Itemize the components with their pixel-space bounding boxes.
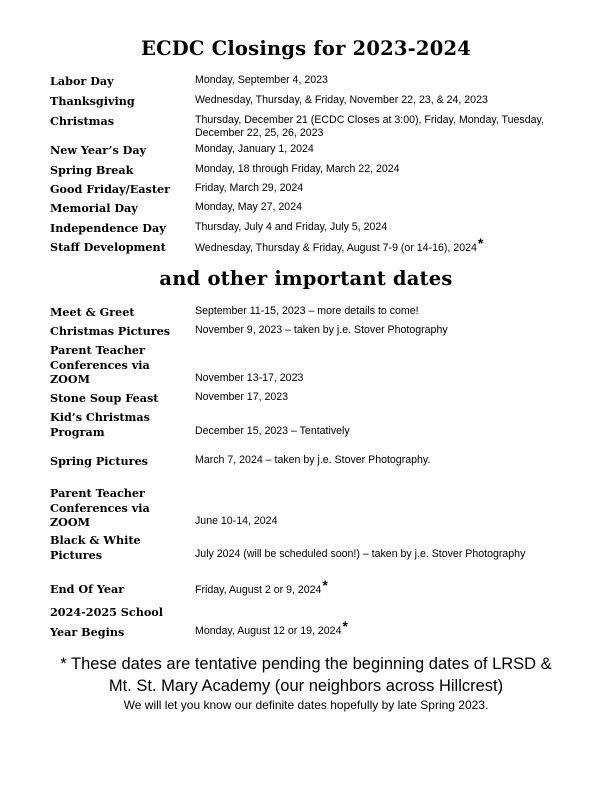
- date-value: July 2024 (will be scheduled soon!) – taken by j.e. Stover Photography: [195, 548, 526, 560]
- date-value: June 10-14, 2024: [195, 515, 278, 527]
- footnote-line-2: Mt. St. Mary Academy (our neighbors across Hillcrest): [108, 677, 504, 695]
- closing-label: Staff Development: [50, 240, 166, 254]
- closing-value: Monday, May 27, 2024: [195, 201, 302, 213]
- closing-label: Good Friday/Easter: [50, 182, 170, 196]
- footnote-line-1: * These dates are tentative pending the beginning dates of LRSD &: [60, 655, 552, 673]
- asterisk-mark: *: [477, 235, 484, 251]
- closing-value: Wednesday, Thursday & Friday, August 7-9 (or 14-16), 2024*: [195, 235, 484, 254]
- date-label: End Of Year: [50, 582, 125, 596]
- date-value: Monday, August 12 or 19, 2024*: [195, 618, 348, 637]
- date-label: Stone Soup Feast: [50, 391, 159, 405]
- date-label: Parent Teacher Conferences via ZOOM: [50, 486, 150, 529]
- asterisk-mark: *: [342, 618, 348, 634]
- closing-value: Monday, September 4, 2023: [195, 74, 328, 86]
- footnote-line-3: We will let you know our definite dates hopefully by late Spring 2023.: [123, 698, 489, 712]
- date-value: March 7, 2024 – taken by j.e. Stover Photography.: [195, 454, 431, 466]
- closing-value: Wednesday, Thursday, & Friday, November 22, 23, & 24, 2023: [195, 94, 488, 106]
- date-value: December 15, 2023 – Tentatively: [195, 425, 350, 437]
- date-label: 2024-2025 School Year Begins: [50, 605, 164, 639]
- closing-label: New Year’s Day: [50, 143, 147, 157]
- date-value: November 13-17, 2023: [195, 372, 304, 384]
- closing-label: Thanksgiving: [50, 94, 135, 108]
- date-label: Kid’s Christmas Program: [50, 410, 150, 439]
- page-title: ECDC Closings for 2023-2024: [141, 37, 471, 60]
- date-value: Friday, August 2 or 9, 2024*: [195, 577, 328, 596]
- closing-value: Thursday, December 21 (ECDC Closes at 3:00), Friday, Monday, Tuesday, December 22, 25, 26, 2023: [195, 114, 544, 139]
- closing-value: Monday, January 1, 2024: [195, 143, 314, 155]
- date-value: September 11-15, 2023 – more details to come!: [195, 305, 419, 317]
- section-subtitle: and other important dates: [159, 267, 453, 290]
- closing-value: Friday, March 29, 2024: [195, 182, 304, 194]
- closing-label: Labor Day: [50, 74, 114, 88]
- closing-label: Christmas: [50, 114, 115, 128]
- date-label: Christmas Pictures: [50, 324, 171, 338]
- date-label: Meet & Greet: [50, 305, 135, 319]
- date-value: November 9, 2023 – taken by j.e. Stover Photography: [195, 324, 448, 336]
- date-value: November 17, 2023: [195, 391, 289, 403]
- closing-value: Thursday, July 4 and Friday, July 5, 2024: [195, 221, 388, 233]
- asterisk-mark: *: [322, 577, 328, 593]
- date-label: Spring Pictures: [50, 454, 148, 468]
- date-label: Parent Teacher Conferences via ZOOM: [50, 343, 150, 386]
- closing-label: Spring Break: [50, 163, 134, 177]
- closing-label: Independence Day: [50, 221, 166, 235]
- closing-value: Monday, 18 through Friday, March 22, 2024: [195, 163, 400, 175]
- closing-label: Memorial Day: [50, 201, 138, 215]
- date-label: Black & White Pictures: [50, 533, 141, 562]
